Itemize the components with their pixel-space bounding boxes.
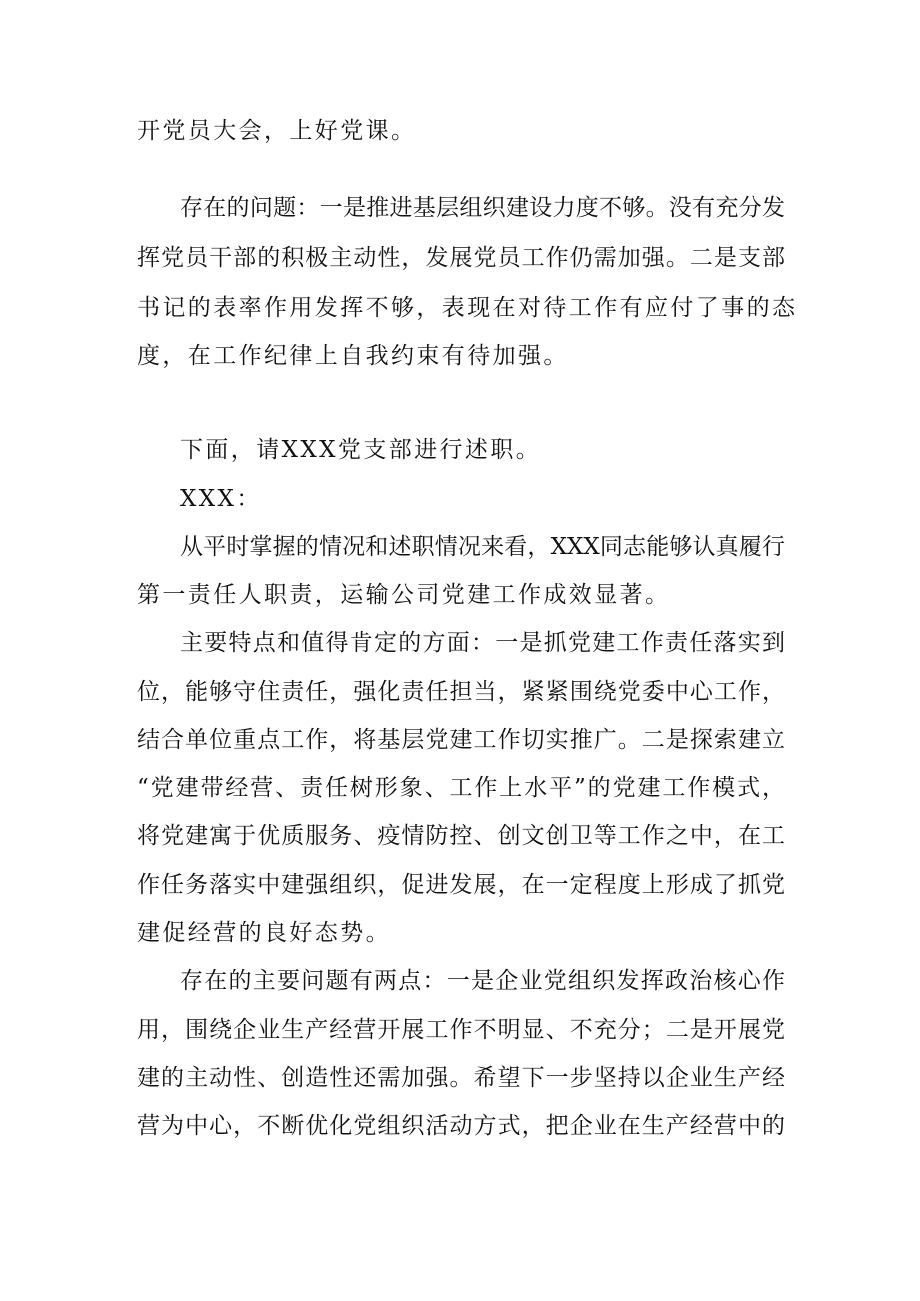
text-line: 位，能够守住责任，强化责任担当，紧紧围绕党委中心工作， <box>137 679 785 705</box>
text-line: 第一责任人职责，运输公司党建工作成效显著。 <box>137 582 671 608</box>
text-line: 开党员大会，上好党课。 <box>137 118 417 144</box>
text-line: 建的主动性、创造性还需加强。希望下一步坚持以企业生产经 <box>137 1065 785 1091</box>
text-line: 度，在工作纪律上自我约束有待加强。 <box>137 343 569 369</box>
text-line: “党建带经营、责任树形象、工作上水平”的党建工作模式， <box>137 775 785 801</box>
text-line: 用，围绕企业生产经营开展工作不明显、不充分；二是开展党 <box>137 1017 785 1043</box>
text-line: XXX： <box>180 486 262 512</box>
text-line: 作任务落实中建强组织，促进发展，在一定程度上形成了抓党 <box>137 872 785 898</box>
text-line: 营为中心，不断优化党组织活动方式，把企业在生产经营中的 <box>137 1113 785 1139</box>
text-line: 将党建寓于优质服务、疫情防控、创文创卫等工作之中，在工 <box>137 823 785 849</box>
text-line: 存在的问题：一是推进基层组织建设力度不够。没有充分发 <box>180 195 785 221</box>
text-line: 从平时掌握的情况和述职情况来看，XXX同志能够认真履行 <box>180 534 785 560</box>
text-line: 结合单位重点工作，将基层党建工作切实推广。二是探索建立 <box>137 727 785 753</box>
text-line: 下面，请XXX党支部进行述职。 <box>180 437 542 463</box>
text-line: 建促经营的良好态势。 <box>137 920 391 946</box>
text-line: 挥党员干部的积极主动性，发展党员工作仍需加强。二是支部 <box>137 245 785 271</box>
text-line: 书记的表率作用发挥不够，表现在对待工作有应付了事的态 <box>137 295 798 321</box>
text-line: 主要特点和值得肯定的方面：一是抓党建工作责任落实到 <box>180 630 785 656</box>
text-line: 存在的主要问题有两点：一是企业党组织发挥政治核心作 <box>180 968 785 994</box>
